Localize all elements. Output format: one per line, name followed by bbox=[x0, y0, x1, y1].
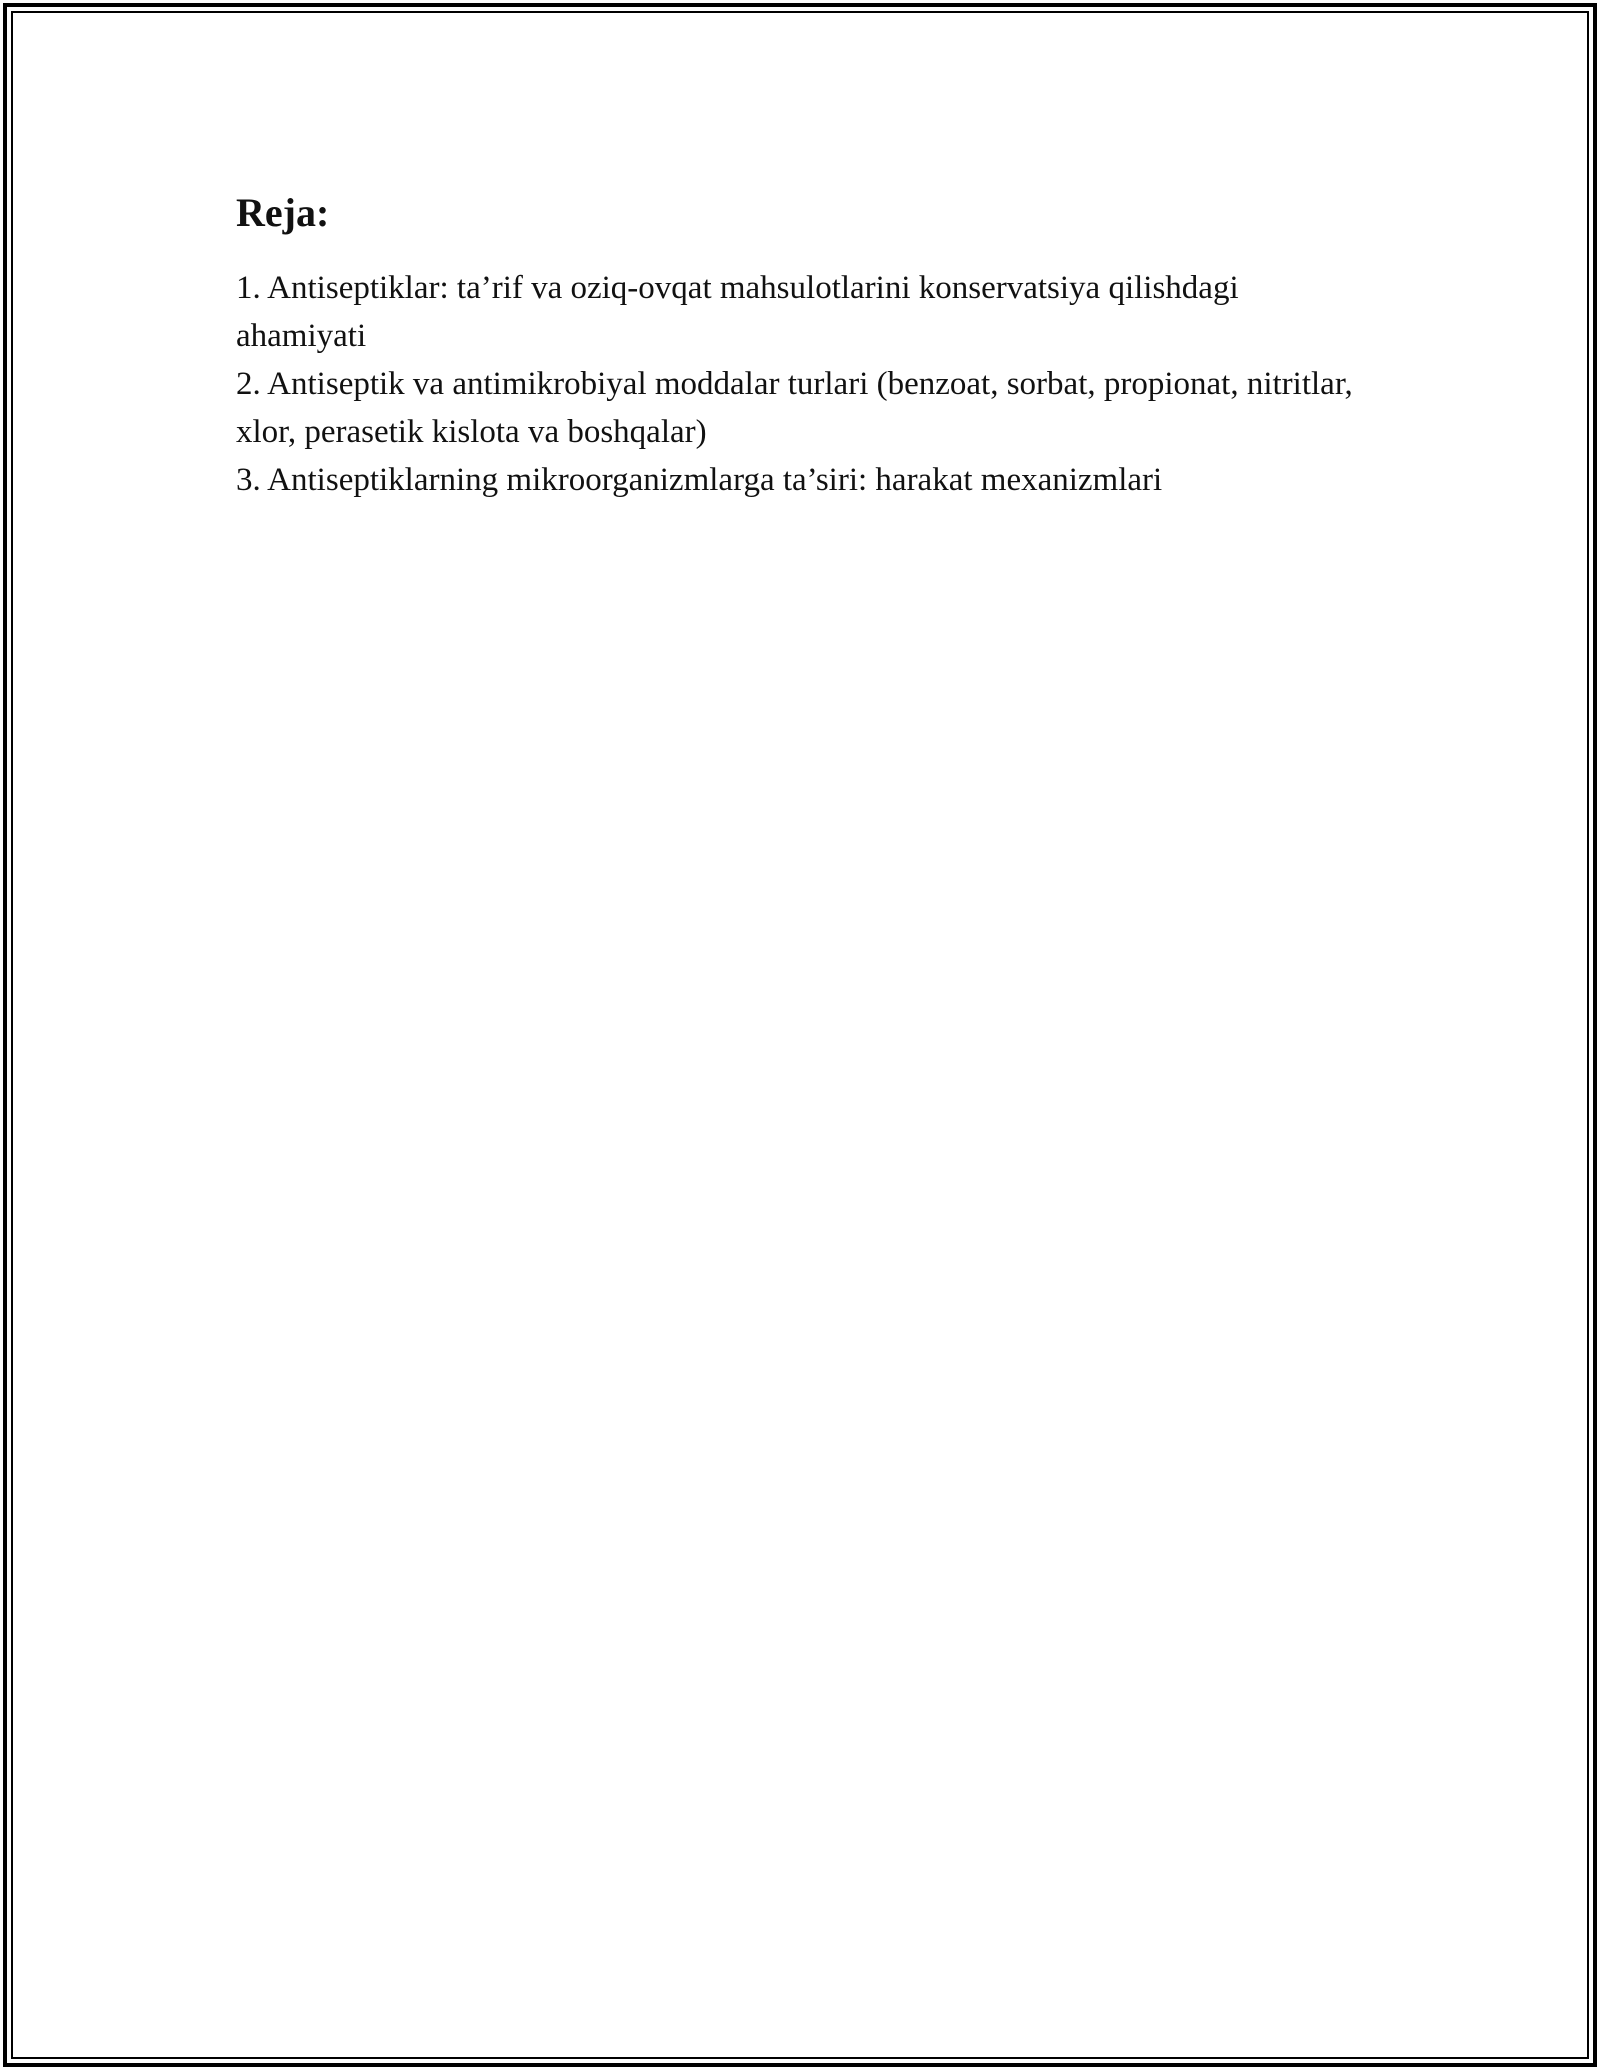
page-content bbox=[236, 188, 1366, 504]
plan-item-1: 1. Antiseptiklar: ta’rif va oziq-ovqat mahsulotlarini konservatsiya qilishdagi ahamiyati bbox=[236, 270, 1239, 354]
plan-list bbox=[236, 264, 1366, 504]
plan-heading: Reja: bbox=[236, 190, 330, 235]
plan-item-2: 2. Antiseptik va antimikrobiyal moddalar turlari (benzoat, sorbat, propionat, nitritlar, xlor, perasetik kislota va boshqalar) bbox=[236, 366, 1353, 450]
plan-item-3: 3. Antiseptiklarning mikroorganizmlarga ta’siri: harakat mexanizmlari bbox=[236, 462, 1163, 498]
